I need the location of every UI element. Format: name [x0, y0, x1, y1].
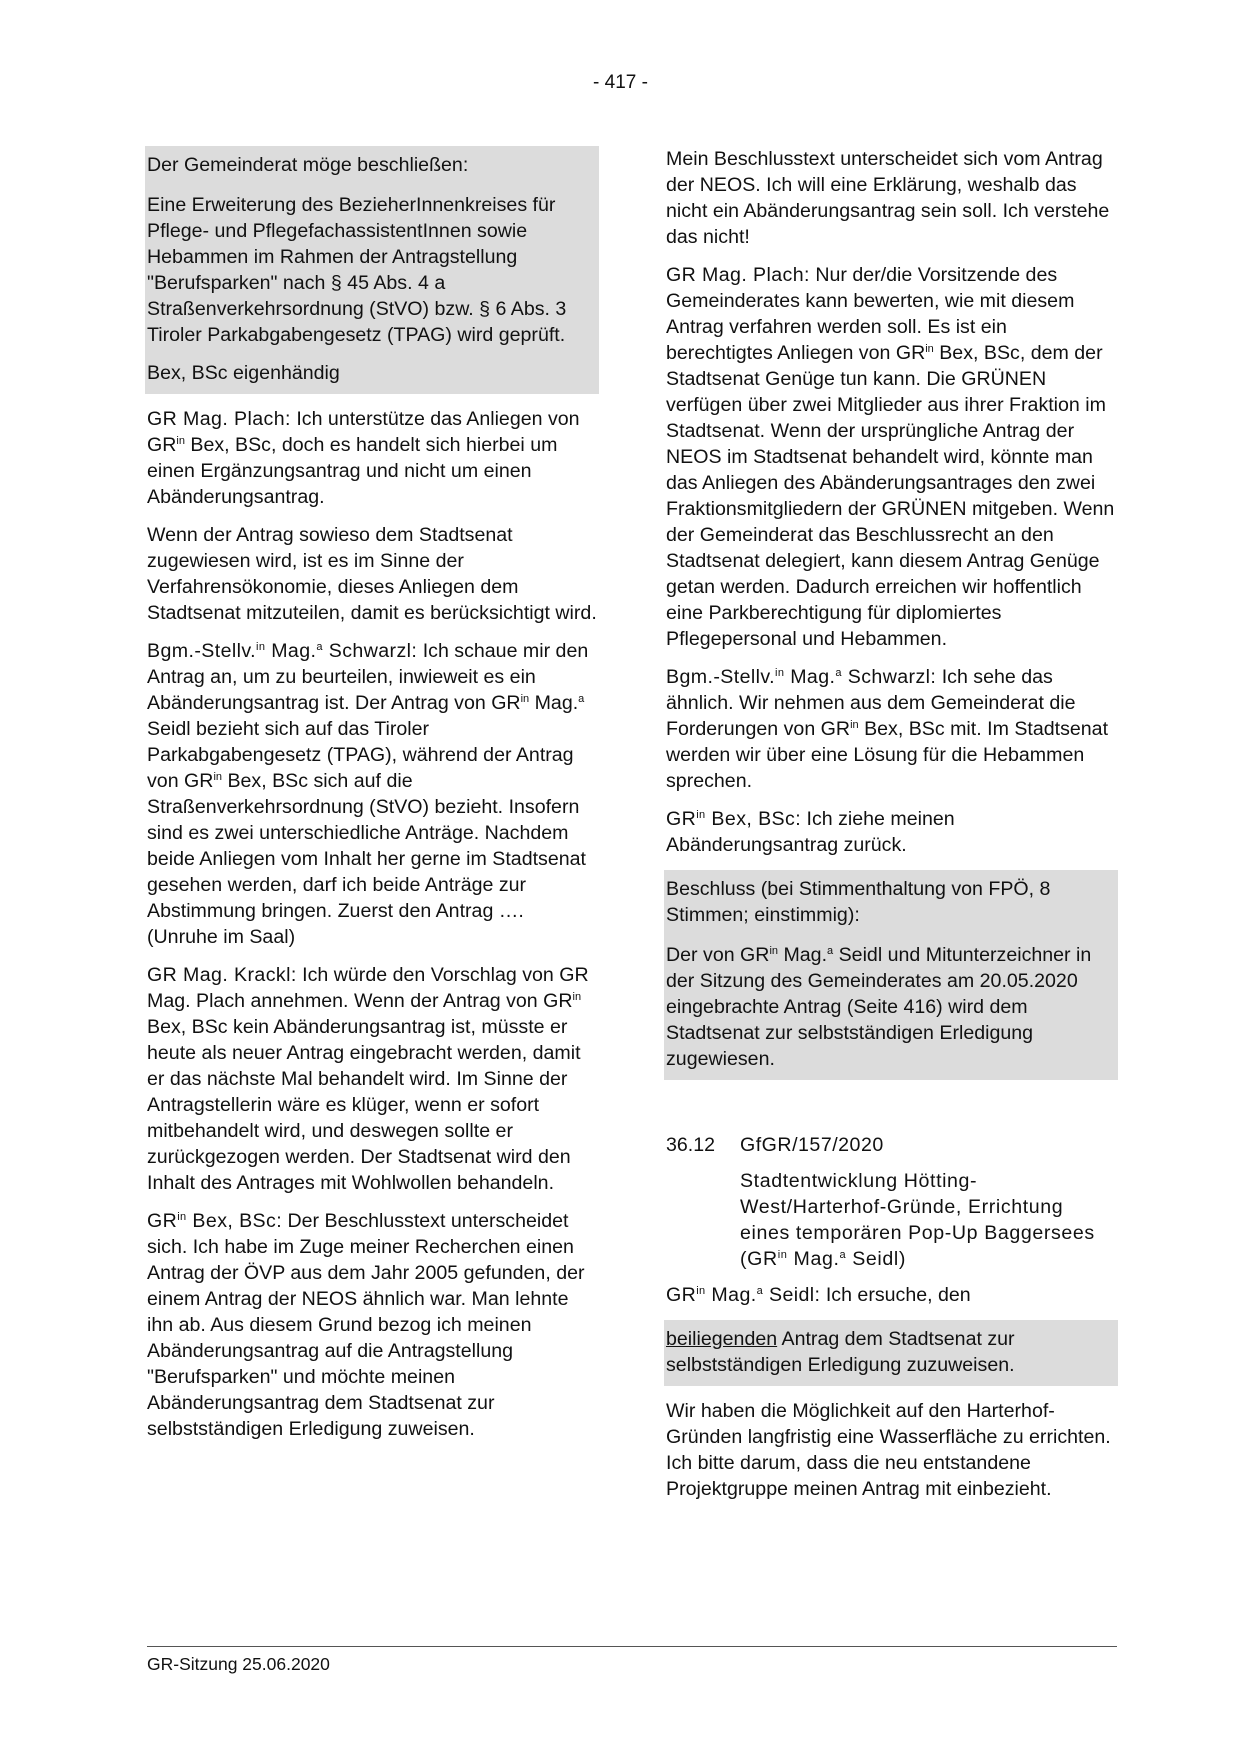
agenda-item-header — [666, 1132, 1118, 1158]
attached-motion-text: beiliegenden Antrag dem Stadtsenat zur selbstständigen Erledigung zuzuweisen. — [666, 1328, 1015, 1376]
attached-motion-box — [664, 1320, 1118, 1386]
motion-box — [145, 146, 599, 394]
motion-body: Eine Erweiterung des BezieherInnenkreises für Pflege- und PflegefachassistentInnen sowie Hebammen im Rahmen der Antragstellung "Berufsparken" nach § 45 Abs. 4 a Straßenverkehrsordnung (StVO) bzw. § 6 Abs. 3 Tiroler Parkabgabengesetz (TPAG) wird geprüft. — [147, 194, 567, 346]
paragraph-schwarzl-1: Bgm.-Stellv.$^{in}$ Mag.$^a$ Schwarzl: Ich schaue mir den Antrag an, um zu beurteilen, inwieweit es ein Abänderungsantrag ist. Der Antrag von $GR^{in}$ Mag.$^a$ Seidl bezieht sich auf das Tiroler Parkabgabengesetz (TPAG), während der Antrag von $GR^{in}$ Bex, BSc sich auf die Straßenverkehrsordnung (StVO) bezieht. Insofern sind es zwei unterschiedliche Anträge. Nachdem beide Anliegen vom Inhalt her gerne im Stadtsenat gesehen werden, darf ich beide Anträge zur Abstimmung bringen. Zuerst den Antrag …. (Unruhe im Saal) — [147, 640, 589, 948]
page-number: - 417 - — [593, 72, 648, 93]
left-column — [147, 146, 599, 1454]
agenda-item-title: Stadtentwicklung Hötting-West/Harterhof-Gründe, Errichtung eines temporären Pop-Up Baggersees ($GR^{in}$ Mag.$^a$ Seidl) — [740, 1170, 1095, 1270]
paragraph-seidl-1: $GR^{in}$ Mag.$^a$ Seidl: Ich ersuche, den — [666, 1284, 971, 1306]
speaker-name: GR Mag. Plach: — [666, 264, 810, 286]
paragraph-plach-1: GR Mag. Plach: Ich unterstütze das Anliegen von $GR^{in}$ Bex, BSc, doch es handelt sich hierbei um einen Ergänzungsantrag und nicht um einen Abänderungsantrag. — [147, 408, 580, 508]
agenda-item-number: 36.12 — [666, 1134, 716, 1156]
motion-intro: Der Gemeinderat möge beschließen: — [147, 154, 469, 176]
right-column — [666, 146, 1118, 1514]
attachment-link[interactable]: beiliegenden — [666, 1328, 778, 1350]
paragraph-bex-3: $GR^{in}$ Bex, BSc: Ich ziehe meinen Abänderungsantrag zurück. — [666, 808, 955, 856]
footer-session-date: GR-Sitzung 25.06.2020 — [147, 1654, 330, 1674]
paragraph-schwarzl-2: Bgm.-Stellv.$^{in}$ Mag.$^a$ Schwarzl: Ich sehe das ähnlich. Wir nehmen aus dem Gemeinderat die Forderungen von $GR^{in}$ Bex, BSc mit. Im Stadtsenat werden wir über eine Lösung für die Hebammen sprechen. — [666, 666, 1109, 792]
speaker-name: $GR^{in}$ Bex, BSc: — [147, 1210, 283, 1232]
paragraph-plach-2: Wenn der Antrag sowieso dem Stadtsenat zugewiesen wird, ist es im Sinne der Verfahrensökonomie, dieses Anliegen dem Stadtsenat mitzuteilen, damit es berücksichtigt wird. — [147, 524, 597, 624]
motion-signature: Bex, BSc eigenhändig — [147, 362, 340, 384]
paragraph-bex-2: Mein Beschlusstext unterscheidet sich vom Antrag der NEOS. Ich will eine Erklärung, weshalb das nicht ein Abänderungsantrag sein soll. Ich verstehe das nicht! — [666, 148, 1110, 248]
speaker-name: Bgm.-Stellv.$^{in}$ Mag.$^a$ Schwarzl: — [147, 640, 418, 662]
footer-divider — [147, 1646, 1117, 1647]
resolution-box — [664, 870, 1118, 1080]
agenda-item-code: GfGR/157/2020 — [740, 1134, 884, 1156]
paragraph-bex-1: $GR^{in}$ Bex, BSc: Der Beschlusstext unterscheidet sich. Ich habe im Zuge meiner Recherchen einen Antrag der ÖVP aus dem Jahr 2005 gefunden, der einem Antrag der NEOS ähnlich war. Man lehnte ihn ab. Aus diesem Grund bezog ich meinen Abänderungsantrag auf die Antragstellung "Berufsparken" und möchte meinen Abänderungsantrag dem Stadtsenat zur selbstständigen Erledigung zuweisen. — [147, 1210, 585, 1440]
speaker-name: Bgm.-Stellv.$^{in}$ Mag.$^a$ Schwarzl: — [666, 666, 937, 688]
speaker-name: GR Mag. Krackl: — [147, 964, 297, 986]
speaker-name: $GR^{in}$ Mag.$^a$ Seidl: — [666, 1284, 821, 1306]
speaker-name: GR Mag. Plach: — [147, 408, 291, 430]
speaker-name: $GR^{in}$ Bex, BSc: — [666, 808, 802, 830]
resolution-head: Beschluss (bei Stimmenthaltung von FPÖ, 8 Stimmen; einstimmig): — [666, 878, 1051, 926]
paragraph-plach-3: GR Mag. Plach: Nur der/die Vorsitzende des Gemeinderates kann bewerten, wie mit diesem Antrag verfahren werden soll. Es ist ein berechtigtes Anliegen von $GR^{in}$ Bex, BSc, dem der Stadtsenat Genüge tun kann. Die GRÜNEN verfügen über zwei Mitglieder aus ihrer Fraktion im Stadtsenat. Wenn der ursprüngliche Antrag der NEOS im Stadtsenat behandelt wird, könnte man das Anliegen des Abänderungsantrages den zwei Fraktionsmitgliedern der GRÜNEN mitgeben. Wenn der Gemeinderat das Beschlussrecht an den Stadtsenat delegiert, kann diesem Antrag Genüge getan werden. Dadurch erreichen wir hoffentlich eine Parkberechtigung für diplomiertes Pflegepersonal und Hebammen. — [666, 264, 1115, 650]
paragraph-seidl-2: Wir haben die Möglichkeit auf den Harterhof-Gründen langfristig eine Wasserfläche zu errichten. Ich bitte darum, dass die neu entstandene Projektgruppe meinen Antrag mit einbezieht. — [666, 1400, 1111, 1500]
resolution-body: Der von $GR^{in}$ Mag.$^a$ Seidl und Mitunterzeichner in der Sitzung des Gemeinderates am 20.05.2020 eingebrachte Antrag (Seite 416) wird dem Stadtsenat zur selbstständigen Erledigung zugewiesen. — [666, 944, 1092, 1070]
paragraph-krackl: GR Mag. Krackl: Ich würde den Vorschlag von GR Mag. Plach annehmen. Wenn der Antrag von $GR^{in}$ Bex, BSc kein Abänderungsantrag ist, müsste er heute als neuer Antrag eingebracht werden, damit er das nächste Mal behandelt wird. Im Sinne der Antragstellerin wäre es klüger, wenn er sofort mitbehandelt wird, und deswegen sollte er zurückgezogen werden. Der Stadtsenat wird den Inhalt des Antrages mit Wohlwollen behandeln. — [147, 964, 589, 1194]
